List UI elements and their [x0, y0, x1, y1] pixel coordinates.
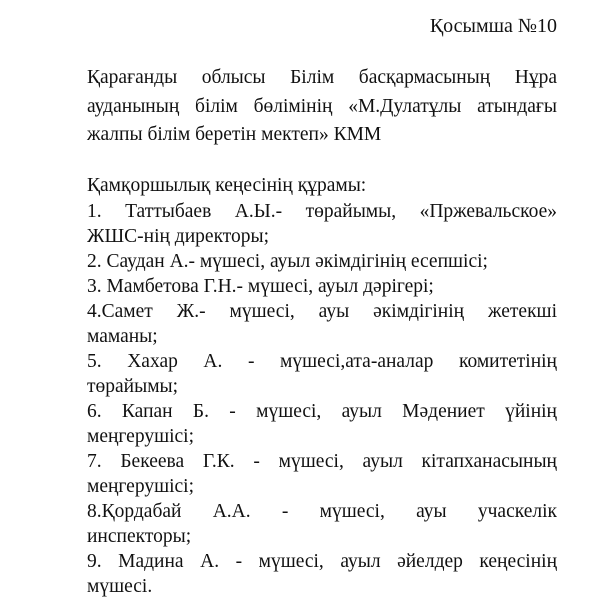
member-line: 8.Қордабай А.А. - мүшесі, ауы учаскелік	[87, 500, 557, 522]
member-line: 2. Саудан А.- мүшесі, ауыл әкімдігінің есепшісі;	[87, 250, 488, 272]
member-item	[87, 399, 557, 449]
member-line-continued: инспекторы;	[87, 525, 192, 547]
member-line-continued: меңгерушісі;	[87, 425, 194, 447]
member-line-continued: меңгерушісі;	[87, 475, 194, 497]
member-line-continued: маманы;	[87, 325, 158, 347]
member-line: 1. Таттыбаев А.Ы.- төрайымы, «Пржевальское»	[87, 200, 557, 222]
document-page	[87, 8, 557, 599]
member-item	[87, 199, 557, 249]
organization-line: Қарағанды облысы Білім басқармасының Нұра	[87, 67, 557, 88]
member-item	[87, 499, 557, 549]
member-item	[87, 299, 557, 349]
organization-name	[87, 64, 557, 150]
member-item	[87, 349, 557, 399]
member-list	[87, 199, 557, 599]
member-line-continued: мүшесі.	[87, 575, 153, 597]
member-line: 9. Мадина А. - мүшесі, ауыл әйелдер кеңесінің	[87, 550, 557, 572]
member-line: 4.Самет Ж.- мүшесі, ауы әкімдігінің жетекші	[87, 300, 557, 322]
member-item	[87, 449, 557, 499]
appendix-number: Қосымша №10	[429, 15, 557, 37]
member-line-continued: төрайымы;	[87, 375, 179, 397]
organization-line: ауданының білім бөлімінің «М.Дулатұлы атындағы	[87, 95, 557, 117]
board-composition-heading: Қамқоршылық кеңесінің құрамы:	[87, 174, 367, 196]
member-item	[87, 274, 557, 299]
member-item	[87, 249, 557, 274]
member-item	[87, 549, 557, 599]
organization-line: жалпы білім беретін мектеп» КММ	[87, 124, 382, 145]
member-line: 5. Хахар А. - мүшесі,ата-аналар комитетінің	[87, 350, 557, 372]
member-line: 6. Капан Б. - мүшесі, ауыл Мәдениет үйінің	[87, 400, 557, 422]
member-line-continued: ЖШС-нің директоры;	[87, 225, 270, 247]
member-line: 7. Бекеева Г.К. - мүшесі, ауыл кітапханасының	[87, 450, 557, 472]
member-line: 3. Мамбетова Г.Н.- мүшесі, ауыл дәрігері;	[87, 275, 434, 297]
